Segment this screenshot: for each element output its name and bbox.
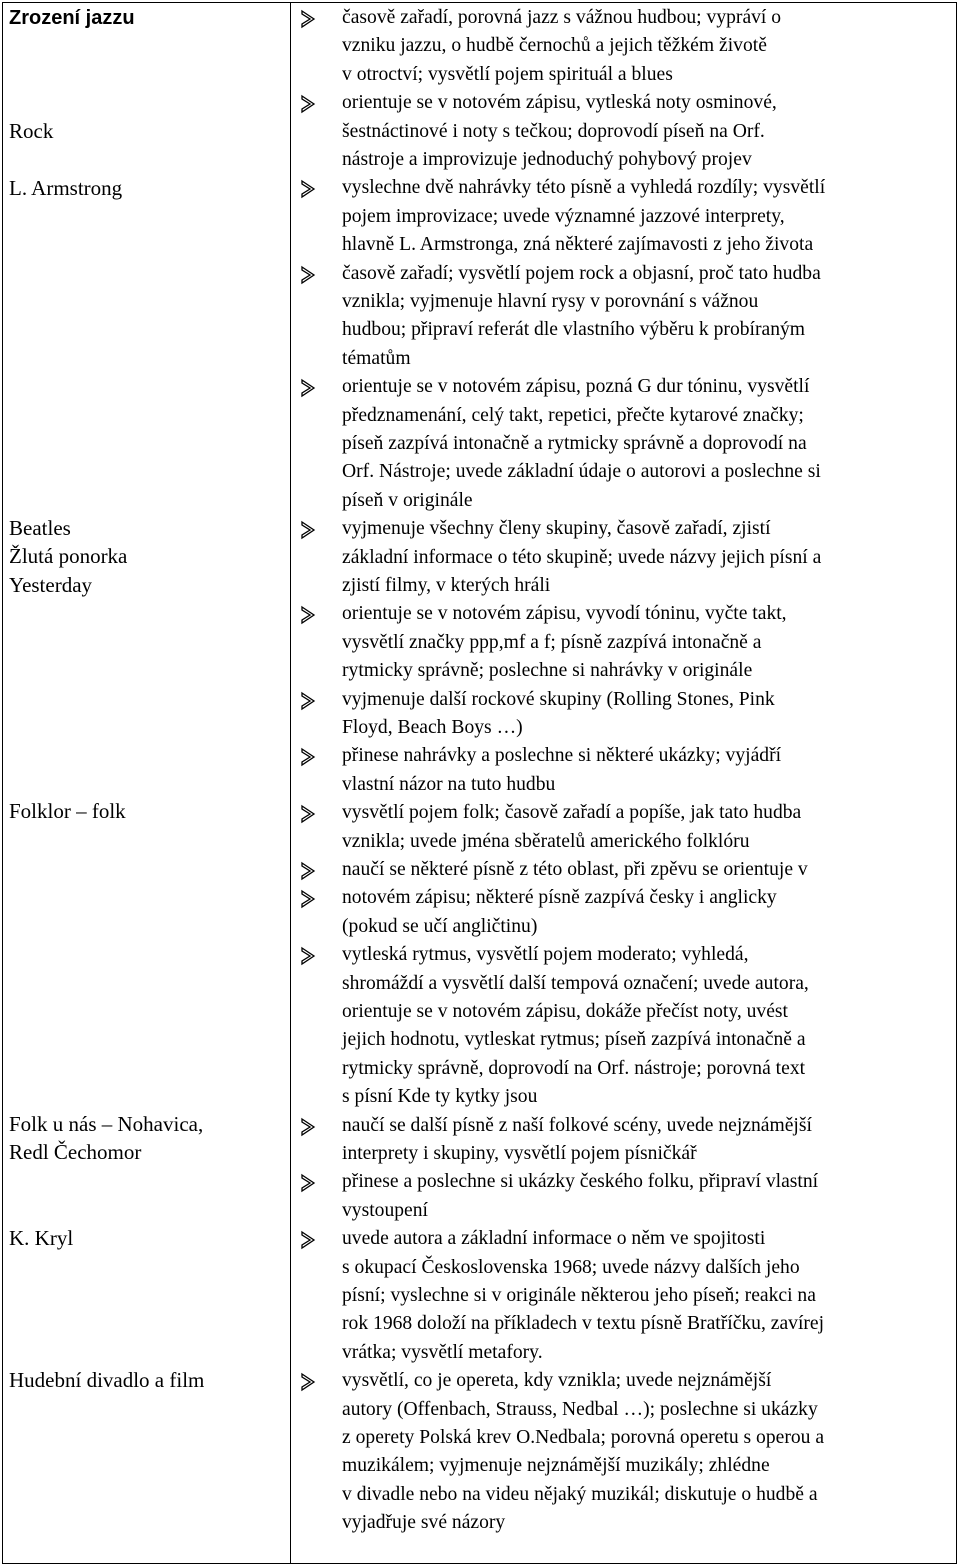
outcome-line: vystoupení [342,1199,428,1221]
outcome-line: interprety i skupiny, vysvětlí pojem písničkář [342,1143,697,1164]
outcome-line: autory (Offenbach, Strauss, Nedbal …); poslechne si ukázky [342,1398,818,1420]
outcome-line: zjistí filmy, v kterých hráli [342,575,551,596]
outcome-line: naučí se další písně z naší folkové scény, uvede nejznámější [342,1114,812,1136]
arrow-bullet-icon [300,1117,316,1137]
outcome-line: orientuje se v notovém zápisu, pozná G dur tóninu, vysvětlí [342,376,810,398]
outcome-line: vlastní názor na tuto hudbu [342,773,556,795]
outcome-line: notovém zápisu; některé písně zazpívá česky i anglicky [342,887,777,909]
outcome-line: hlavně L. Armstronga, zná některé zajímavosti z jeho života [342,234,814,256]
column-divider [290,2,291,1564]
outcome-line: Floyd, Beach Boys …) [342,717,523,738]
arrow-bullet-icon [300,179,316,199]
outcome-line: muzikálem; vyjmenuje nejznámější muzikály; zhlédne [342,1455,770,1477]
arrow-bullet-icon [300,747,316,767]
arrow-bullet-icon [300,378,316,398]
arrow-bullet-icon [300,889,316,909]
outcome-line: píseň zazpívá intonačně a rytmicky správně a doprovodí na [342,433,807,454]
topic-label: Hudební divadlo a film [9,1368,205,1392]
outcome-line: časově zařadí, porovná jazz s vážnou hudbou; vypráví o [342,7,782,28]
arrow-bullet-icon [300,94,316,114]
outcome-line: základní informace o této skupině; uvede názvy jejich písní a [342,546,822,568]
arrow-bullet-icon [300,265,316,285]
outcome-line: rytmicky správně; poslechne si nahrávky v originále [342,660,753,682]
outcome-line: orientuje se v notovém zápisu, dokáže přečíst noty, uvést [342,1001,788,1022]
outcome-line: nástroje a improvizuje jednoduchý pohybový projev [342,149,752,170]
topic-label: Žlutá ponorka [9,544,128,568]
outcome-line: tématům [342,347,411,369]
outcome-line: uvede autora a základní informace o něm ve spojitosti [342,1228,766,1250]
outcome-line: vyjmenuje všechny členy skupiny, časově zařadí, zjistí [342,518,771,540]
outcome-line: rok 1968 doloží na příkladech v textu písně Bratříčku, zavírej [342,1313,825,1335]
outcome-line: vrátka; vysvětlí metafory. [342,1341,543,1363]
arrow-bullet-icon [300,804,316,824]
outcome-line: s okupací Československa 1968; uvede názvy dalších jeho [342,1256,800,1278]
outcome-line: vznikla; vyjmenuje hlavní rysy v porovnání s vážnou [342,291,759,312]
outcome-line: pojem improvizace; uvede významné jazzové interprety, [342,205,785,227]
arrow-bullet-icon [300,691,316,711]
outcome-line: vysvětlí pojem folk; časově zařadí a popíše, jak tato hudba [342,802,802,824]
arrow-bullet-icon [300,520,316,540]
outcome-line: v divadle nebo na videu nějaký muzikál; diskutuje o hudbě a [342,1483,818,1505]
arrow-bullet-icon [300,1173,316,1193]
topic-label: Rock [9,119,54,143]
outcome-line: Orf. Nástroje; uvede základní údaje o autorovi a poslechne si [342,461,821,483]
outcome-line: rytmicky správně, doprovodí na Orf. nástroje; porovná text [342,1057,806,1079]
topic-label: Zrození jazzu [9,7,135,29]
outcome-line: jejich hodnotu, vytleskat rytmus; píseň zazpívá intonačně a [342,1029,806,1051]
arrow-bullet-icon [300,1230,316,1250]
arrow-bullet-icon [300,1372,316,1392]
outcome-line: písní; vyslechne si v originále některou jeho píseň; reakci na [342,1285,816,1306]
outcome-line: naučí se některé písně z této oblast, při zpěvu se orientuje v [342,859,808,880]
outcome-line: (pokud se učí angličtinu) [342,915,538,937]
arrow-bullet-icon [300,946,316,966]
outcome-line: hudbou; připraví referát dle vlastního výběru k probíraným [342,319,806,341]
outcome-line: vyslechne dvě nahrávky této písně a vyhledá rozdíly; vysvětlí [342,177,826,199]
outcome-line: orientuje se v notovém zápisu, vyvodí tóninu, vyčte takt, [342,603,787,625]
outcome-line: s písní Kde ty kytky jsou [342,1086,538,1108]
outcome-line: v otroctví; vysvětlí pojem spirituál a blues [342,63,673,85]
topic-label: Yesterday [9,573,93,597]
topic-label: Folk u nás – Nohavica, [9,1112,204,1136]
outcome-line: přinese nahrávky a poslechne si některé ukázky; vyjádří [342,745,782,767]
outcome-line: vyjmenuje další rockové skupiny (Rolling Stones, Pink [342,688,775,710]
outcome-line: vzniku jazzu, o hudbě černochů a jejich těžkém životě [342,35,767,57]
outcome-line: šestnáctinové i noty s tečkou; doprovodí píseň na Orf. [342,120,765,142]
topic-label: Folklor – folk [9,799,126,823]
outcome-line: vysvětlí, co je opereta, kdy vznikla; uvede nejznámější [342,1370,772,1392]
arrow-bullet-icon [300,861,316,881]
outcome-line: vyjadřuje své názory [342,1512,506,1534]
outcome-line: píseň v originále [342,489,473,511]
arrow-bullet-icon [300,9,316,29]
outcome-line: časově zařadí; vysvětlí pojem rock a objasní, proč tato hudba [342,262,821,284]
topic-label: K. Kryl [9,1226,74,1250]
outcome-line: z operety Polská krev O.Nedbala; porovná operetu s operou a [342,1427,825,1448]
outcome-line: předznamenání, celý takt, repetici, přečte kytarové značky; [342,404,804,426]
outcome-line: orientuje se v notovém zápisu, vytleská noty osminové, [342,92,777,114]
topic-label: L. Armstrong [9,176,123,200]
arrow-bullet-icon [300,605,316,625]
topic-label: Beatles [9,516,71,540]
outcome-line: vysvětlí značky ppp,mf a f; písně zazpívá intonačně a [342,631,762,653]
outcome-line: vznikla; uvede jména sběratelů amerického folklóru [342,830,750,852]
outcome-line: vytleská rytmus, vysvětlí pojem moderato; vyhledá, [342,944,749,966]
topic-label: Redl Čechomor [9,1140,142,1164]
outcome-line: shromáždí a vysvětlí další tempová označení; uvede autora, [342,972,809,994]
outcome-line: přinese a poslechne si ukázky českého folku, připraví vlastní [342,1171,819,1193]
